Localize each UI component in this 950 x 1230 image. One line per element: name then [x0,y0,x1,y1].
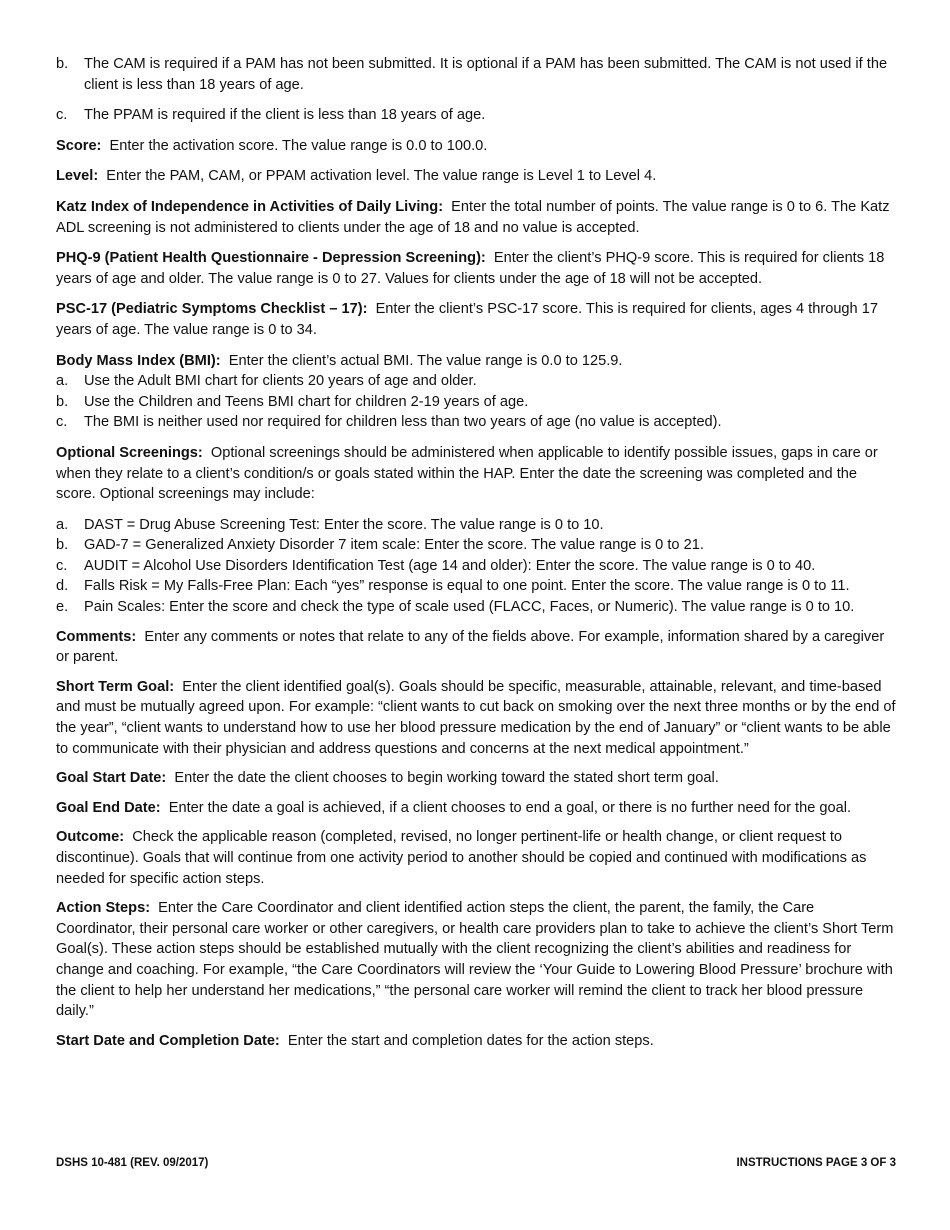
level-text: Enter the PAM, CAM, or PPAM activation level. The value range is Level 1 to Level 4. [106,168,657,185]
level-paragraph [56,166,896,187]
action-steps-label: Action Steps: [56,900,151,917]
psc17-label: PSC-17 (Pediatric Symptoms Checklist – 17): [56,301,368,318]
list-item [56,576,896,597]
start-completion-paragraph [56,1031,896,1052]
start-completion-label: Start Date and Completion Date: [56,1032,280,1049]
phq9-paragraph [56,248,896,289]
list-marker: a. [56,516,69,533]
bmi-text: Enter the client’s actual BMI. The value range is 0.0 to 125.9. [228,352,623,369]
optional-paragraph [56,443,896,505]
bmi-list [56,371,896,433]
list-marker: b. [56,393,69,410]
list-item [56,535,896,556]
page-number: INSTRUCTIONS PAGE 3 OF 3 [736,1157,896,1169]
list-item [56,515,896,536]
intro-list [56,54,896,126]
list-marker: c. [56,557,68,574]
score-paragraph [56,136,896,157]
form-number: DSHS 10-481 (REV. 09/2017) [56,1157,209,1169]
list-item [56,392,896,413]
start-completion-text: Enter the start and completion dates for the action steps. [287,1032,654,1049]
katz-paragraph [56,197,896,238]
optional-text: Optional screenings should be administered when applicable to identify possible issues, gaps in care or when they relate to a client’s condition/s or goals stated within the HAP. Enter the date the screening was completed and the score. Optional screenings may include: [56,444,878,503]
page-footer [56,1157,896,1169]
action-steps-paragraph [56,898,896,1022]
comments-label: Comments: [56,628,137,645]
list-text: Use the Adult BMI chart for clients 20 years of age and older. [84,373,477,390]
score-text: Enter the activation score. The value range is 0.0 to 100.0. [109,137,488,154]
phq9-text: Enter the client’s PHQ-9 score. This is required for clients 18 years of age and older. The value range is 0 to 27. Values for clients under the age of 18 will not be accepted. [56,250,885,287]
list-item [56,556,896,577]
goal-start-paragraph [56,768,896,789]
outcome-label: Outcome: [56,829,125,846]
score-label: Score: [56,137,102,154]
list-text: AUDIT = Alcohol Use Disorders Identification Test (age 14 and older): Enter the score. The value range is 0 to 40. [84,557,816,574]
list-text: Falls Risk = My Falls-Free Plan: Each “yes” response is equal to one point. Enter the score. The value range is 0 to 11. [84,578,850,595]
action-steps-text: Enter the Care Coordinator and client identified action steps the client, the parent, the family, the Care Coordinator, their personal care worker or other caregivers, or health care providers plan to take to achieve the client’s Short Term Goal(s). These action steps should be established mutually with the client recognizing the client’s abilities and readiness for change and coaching. For example, “the Care Coordinators will review the ‘Your Guide to Lowering Blood Pressure’ brochure with the client to help her understand her medications,” “the personal care worker will remind the client to track her blood pressure daily.” [56,900,894,1020]
list-text: GAD-7 = Generalized Anxiety Disorder 7 item scale: Enter the score. The value range is 0 to 21. [84,537,704,554]
list-item [56,371,896,392]
comments-text: Enter any comments or notes that relate to any of the fields above. For example, information shared by a caregiver or parent. [56,628,885,666]
document-body [56,54,896,1051]
optional-list [56,515,896,618]
optional-label: Optional Screenings: [56,444,203,461]
list-marker: e. [56,599,69,616]
list-text: The CAM is required if a PAM has not been submitted. It is optional if a PAM has been submitted. The CAM is not used if the client is less than 18 years of age. [84,56,888,93]
goal-end-label: Goal End Date: [56,799,161,816]
list-text: Use the Children and Teens BMI chart for children 2-19 years of age. [84,393,529,410]
short-term-goal-label: Short Term Goal: [56,678,175,695]
list-text: The PPAM is required if the client is less than 18 years of age. [84,107,486,124]
list-marker: c. [56,107,68,124]
short-term-goal-paragraph [56,677,896,759]
goal-end-text: Enter the date a goal is achieved, if a client chooses to end a goal, or there is no further need for the goal. [168,799,852,816]
list-item [56,412,896,433]
goal-start-text: Enter the date the client chooses to begin working toward the stated short term goal. [174,770,719,787]
list-text: Pain Scales: Enter the score and check the type of scale used (FLACC, Faces, or Numeric). The value range is 0 to 10. [84,599,855,616]
bmi-label: Body Mass Index (BMI): [56,352,221,369]
level-label: Level: [56,168,99,185]
list-marker: a. [56,373,69,390]
comments-paragraph [56,627,896,668]
list-item [56,597,896,618]
list-text: The BMI is neither used nor required for children less than two years of age (no value is accepted). [84,414,722,431]
psc17-text: Enter the client’s PSC-17 score. This is required for clients, ages 4 through 17 years of age. The value range is 0 to 34. [56,301,878,338]
bmi-paragraph [56,351,896,372]
list-item [56,54,896,95]
phq9-label: PHQ-9 (Patient Health Questionnaire - Depression Screening): [56,250,486,267]
katz-label: Katz Index of Independence in Activities of Daily Living: [56,198,444,215]
outcome-text: Check the applicable reason (completed, revised, no longer pertinent-life or health change, or client request to discontinue). Goals that will continue from one activity period to another should be copied and continued with modifications as needed for specific action steps. [56,829,867,887]
list-marker: b. [56,56,69,72]
psc17-paragraph [56,299,896,340]
short-term-goal-text: Enter the client identified goal(s). Goals should be specific, measurable, attainable, relevant, and time-based and must be mutually agreed upon. For example: “client wants to cut back on smoking over the next three months or by the end of the year”, “client wants to understand how to use her blood pressure medication by the end of January” or “client wants to be able to communicate with their physician and address questions and concerns at the next medical appointment.” [56,678,896,757]
list-item [56,105,896,126]
list-marker: d. [56,578,69,595]
list-marker: b. [56,537,69,554]
goal-start-label: Goal Start Date: [56,770,167,787]
list-marker: c. [56,414,68,431]
outcome-paragraph [56,827,896,889]
goal-end-paragraph [56,798,896,819]
list-text: DAST = Drug Abuse Screening Test: Enter the score. The value range is 0 to 10. [84,516,604,533]
katz-text: Enter the total number of points. The value range is 0 to 6. The Katz ADL screening is not administered to clients under the age of 18 and no value is accepted. [56,198,890,236]
